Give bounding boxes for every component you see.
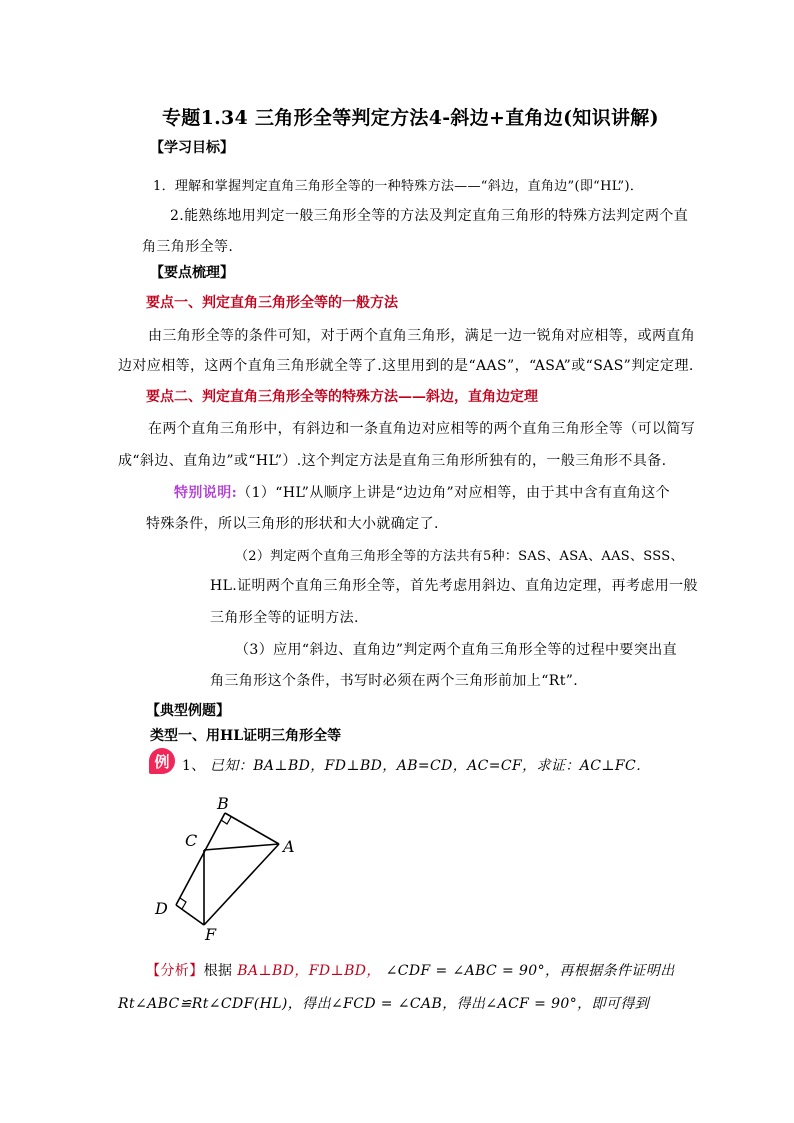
point-2-line-2: 成“斜边、直角边”或“HL”）.这个判定方法是直角三角形所独有的，一般三角形不具备. — [118, 453, 667, 469]
label-B: B — [217, 794, 229, 813]
point-2-heading: 要点二、判定直角三角形全等的特殊方法——斜边，直角边定理 — [146, 389, 538, 405]
type-1-heading: 类型一、用HL证明三角形全等 — [150, 728, 342, 744]
example-statement: 已知：BA⊥BD，FD⊥BD，AB=CD，AC=CF，求证：AC⊥FC． — [210, 758, 651, 774]
note-3-line-2: 角三角形这个条件，书写时必须在两个三角形前加上“Rt”. — [210, 673, 579, 689]
right-angle-mark-D — [180, 898, 186, 909]
label-C: C — [185, 831, 198, 850]
analysis-label: 【分析】 — [146, 963, 204, 979]
goal-2-line-2: 角三角形全等. — [142, 239, 234, 255]
note-2-line-3: 三角形全等的证明方法. — [210, 610, 359, 626]
section-examples-heading: 【典型例题】 — [146, 703, 230, 719]
point-2-line-1: 在两个直角三角形中，有斜边和一条直角边对应相等的两个直角三角形全等（可以简写 — [148, 421, 696, 437]
segment-DF — [176, 905, 204, 925]
segment-CA — [204, 844, 279, 850]
label-A: A — [283, 837, 295, 856]
goal-2-line-1: 2.能熟练地用判定一般三角形全等的方法及判定直角三角形的特殊方法判定两个直 — [170, 208, 689, 224]
note-1-line-2: 特殊条件，所以三角形的形状和大小就确定了. — [146, 516, 439, 532]
point-1-line-2: 边对应相等，这两个直角三角形就全等了.这里用到的是“AAS”，“ASA”或“SAS”判定定理. — [118, 358, 694, 374]
note-1-text: （1）“HL”从顺序上讲是“边边角”对应相等，由于其中含有直角这个 — [237, 485, 671, 501]
segment-BD — [176, 813, 225, 905]
analysis-text-1: 根据 — [203, 963, 233, 979]
analysis-line-2: Rt∠ABC≌Rt∠CDF(HL)，得出∠FCD = ∠CAB，得出∠ACF = 90°，即可得到 — [118, 996, 650, 1012]
label-F: F — [205, 925, 217, 944]
section-points-heading: 【要点梳理】 — [150, 265, 234, 281]
example-number: 1、 — [182, 758, 206, 774]
segment-BA — [225, 813, 279, 844]
section-goals-heading: 【学习目标】 — [150, 140, 234, 156]
segment-AF — [204, 844, 279, 925]
analysis-angles: ∠CDF = ∠ABC = 90°，再根据条件证明出 — [385, 963, 675, 979]
label-D: D — [155, 899, 168, 918]
page-title: 专题1.34 三角形全等判定方法4-斜边+直角边(知识讲解) — [162, 107, 659, 129]
point-1-line-1: 由三角形全等的条件可知，对于两个直角三角形，满足一边一锐角对应相等，或两直角 — [148, 328, 696, 344]
analysis-line-1 — [146, 960, 675, 980]
analysis-condition: BA⊥BD，FD⊥BD， — [237, 963, 381, 979]
point-1-heading: 要点一、判定直角三角形全等的一般方法 — [146, 295, 398, 311]
geometry-figure — [145, 790, 315, 950]
note-2-line-1: （2）判定两个直角三角形全等的方法共有5种：SAS、ASA、AAS、SSS、 — [235, 549, 684, 564]
example-badge: 例 — [149, 748, 175, 774]
note-1-line-1 — [174, 482, 670, 502]
goal-1: 1．理解和掌握判定直角三角形全等的一种特殊方法——“斜边，直角边”(即“HL”)． — [153, 179, 644, 194]
note-3-line-1: （3）应用“斜边、直角边”判定两个直角三角形全等的过程中要突出直 — [235, 642, 678, 658]
note-label: 特别说明: — [174, 485, 238, 501]
note-2-line-2: HL.证明两个直角三角形全等，首先考虑用斜边、直角边定理，再考虑用一般 — [210, 578, 698, 594]
